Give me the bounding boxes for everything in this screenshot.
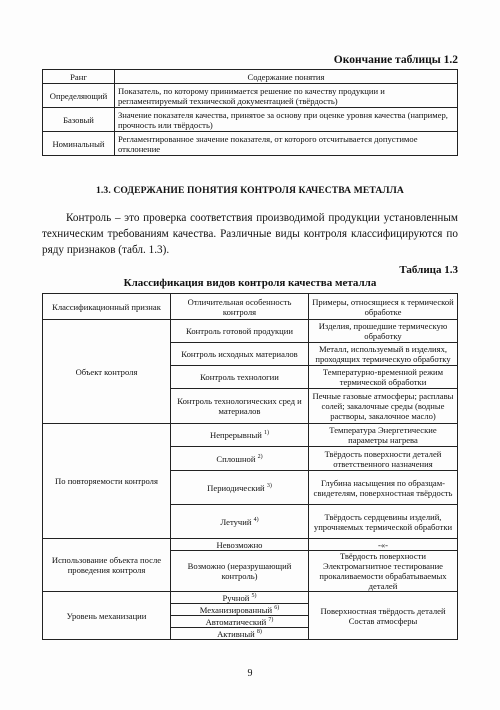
footnote-marker: 1) — [264, 430, 269, 436]
table-header: Классификационный признак — [43, 294, 171, 320]
example-cell: Твёрдость сердцевины изделий, упрочняемых термической обработки — [309, 505, 458, 539]
feature-label: Периодический — [207, 482, 265, 493]
feature-label: Сплошной — [216, 453, 256, 464]
footnote-marker: 7) — [268, 616, 274, 623]
feature-cell — [171, 424, 309, 447]
feature-label: Автоматический — [205, 616, 267, 627]
feature-cell — [171, 471, 309, 505]
footnote-marker: 5) — [251, 592, 257, 599]
example-cell: Поверхностная твёрдость деталей Состав атмосферы — [309, 592, 458, 640]
example-cell: Металл, используемый в изделиях, проходящих термическую обработку — [309, 343, 458, 366]
feature-label: Ручной — [222, 592, 250, 603]
table-row — [43, 84, 458, 108]
criterion-cell: По повторяемости контроля — [43, 424, 171, 539]
table-1-2 — [42, 69, 458, 156]
paragraph: Контроль – это проверка соответствия производимой продукции установленным техническим требованиям качества. Различные виды контроля классифицируются по ряду признаков (табл. 1.3). — [42, 212, 458, 256]
criterion-cell: Использование объекта после проведения контроля — [43, 539, 171, 592]
example-cell: Температура Энергетические параметры нагрева — [309, 424, 458, 447]
feature-cell — [171, 604, 309, 616]
table-row — [43, 592, 458, 604]
content-cell: Регламентированное значение показателя, от которого отсчитывается допустимое отклонение — [115, 132, 458, 156]
footnote-marker: 2) — [257, 453, 263, 460]
example-cell: Изделия, прошедшие термическую обработку — [309, 320, 458, 343]
table-header: Ранг — [43, 70, 115, 84]
example-cell: Твёрдость поверхности деталей ответственного назначения — [309, 447, 458, 471]
section-heading: 1.3. СОДЕРЖАНИЕ ПОНЯТИЯ КОНТРОЛЯ КАЧЕСТВА МЕТАЛЛА — [96, 185, 404, 196]
criterion-cell: Объект контроля — [43, 320, 171, 424]
footnote-marker: 4) — [253, 516, 259, 523]
feature-label: Летучий — [220, 516, 252, 527]
feature-cell: Невозможно — [171, 539, 309, 551]
rank-cell: Определяющий — [43, 84, 115, 108]
table-1-3-label: Таблица 1.3 — [399, 264, 458, 276]
table-row — [43, 108, 458, 132]
table-1-3 — [42, 293, 458, 640]
feature-cell — [171, 505, 309, 539]
content-cell: Значение показателя качества, принятое за основу при оценке уровня качества (например, прочность или твёрдость) — [115, 108, 458, 132]
feature-cell — [171, 447, 309, 471]
footnote-marker: 6) — [274, 604, 280, 611]
table-row — [43, 320, 458, 343]
feature-label: Механизированный — [199, 604, 273, 615]
feature-cell — [171, 592, 309, 604]
feature-cell: Контроль исходных материалов — [171, 343, 309, 366]
example-cell: Печные газовые атмосферы; расплавы солей; закалочные среды (водные растворы, закалочное масло) — [309, 389, 458, 424]
table-1-2-continuation-title: Окончание таблицы 1.2 — [333, 54, 458, 66]
example-cell: -«- — [309, 539, 458, 551]
body-text — [42, 210, 458, 258]
feature-cell: Контроль технологии — [171, 366, 309, 389]
feature-label: Непрерывный — [210, 430, 262, 440]
feature-label: Активный — [217, 628, 255, 639]
feature-cell: Контроль готовой продукции — [171, 320, 309, 343]
page-number: 9 — [247, 668, 253, 679]
table-header: Содержание понятия — [115, 70, 458, 84]
footnote-marker: 8) — [256, 628, 262, 635]
feature-cell: Контроль технологических сред и материалов — [171, 389, 309, 424]
example-cell: Температурно-временной режим термической обработки — [309, 366, 458, 389]
example-cell: Твёрдость поверхности Электромагнитное тестирование прокаливаемости обрабатываемых деталей — [309, 551, 458, 592]
table-header: Примеры, относящиеся к термической обработке — [309, 294, 458, 320]
feature-cell: Возможно (неразрушающий контроль) — [171, 551, 309, 592]
table-row — [43, 539, 458, 551]
table-header: Отличительная особенность контроля — [171, 294, 309, 320]
feature-cell — [171, 628, 309, 640]
feature-cell — [171, 616, 309, 628]
table-1-3-title: Классификация видов контроля качества металла — [123, 277, 377, 289]
table-row — [43, 424, 458, 447]
rank-cell: Номинальный — [43, 132, 115, 156]
table-row — [43, 132, 458, 156]
footnote-marker: 3) — [266, 482, 272, 489]
rank-cell: Базовый — [43, 108, 115, 132]
example-cell: Глубина насыщения по образцам-свидетелям, поверхностная твёрдость — [309, 471, 458, 505]
criterion-cell: Уровень механизации — [43, 592, 171, 640]
content-cell: Показатель, по которому принимается решение по качеству продукции и регламентируемый технической документацией (твёрдость) — [115, 84, 458, 108]
